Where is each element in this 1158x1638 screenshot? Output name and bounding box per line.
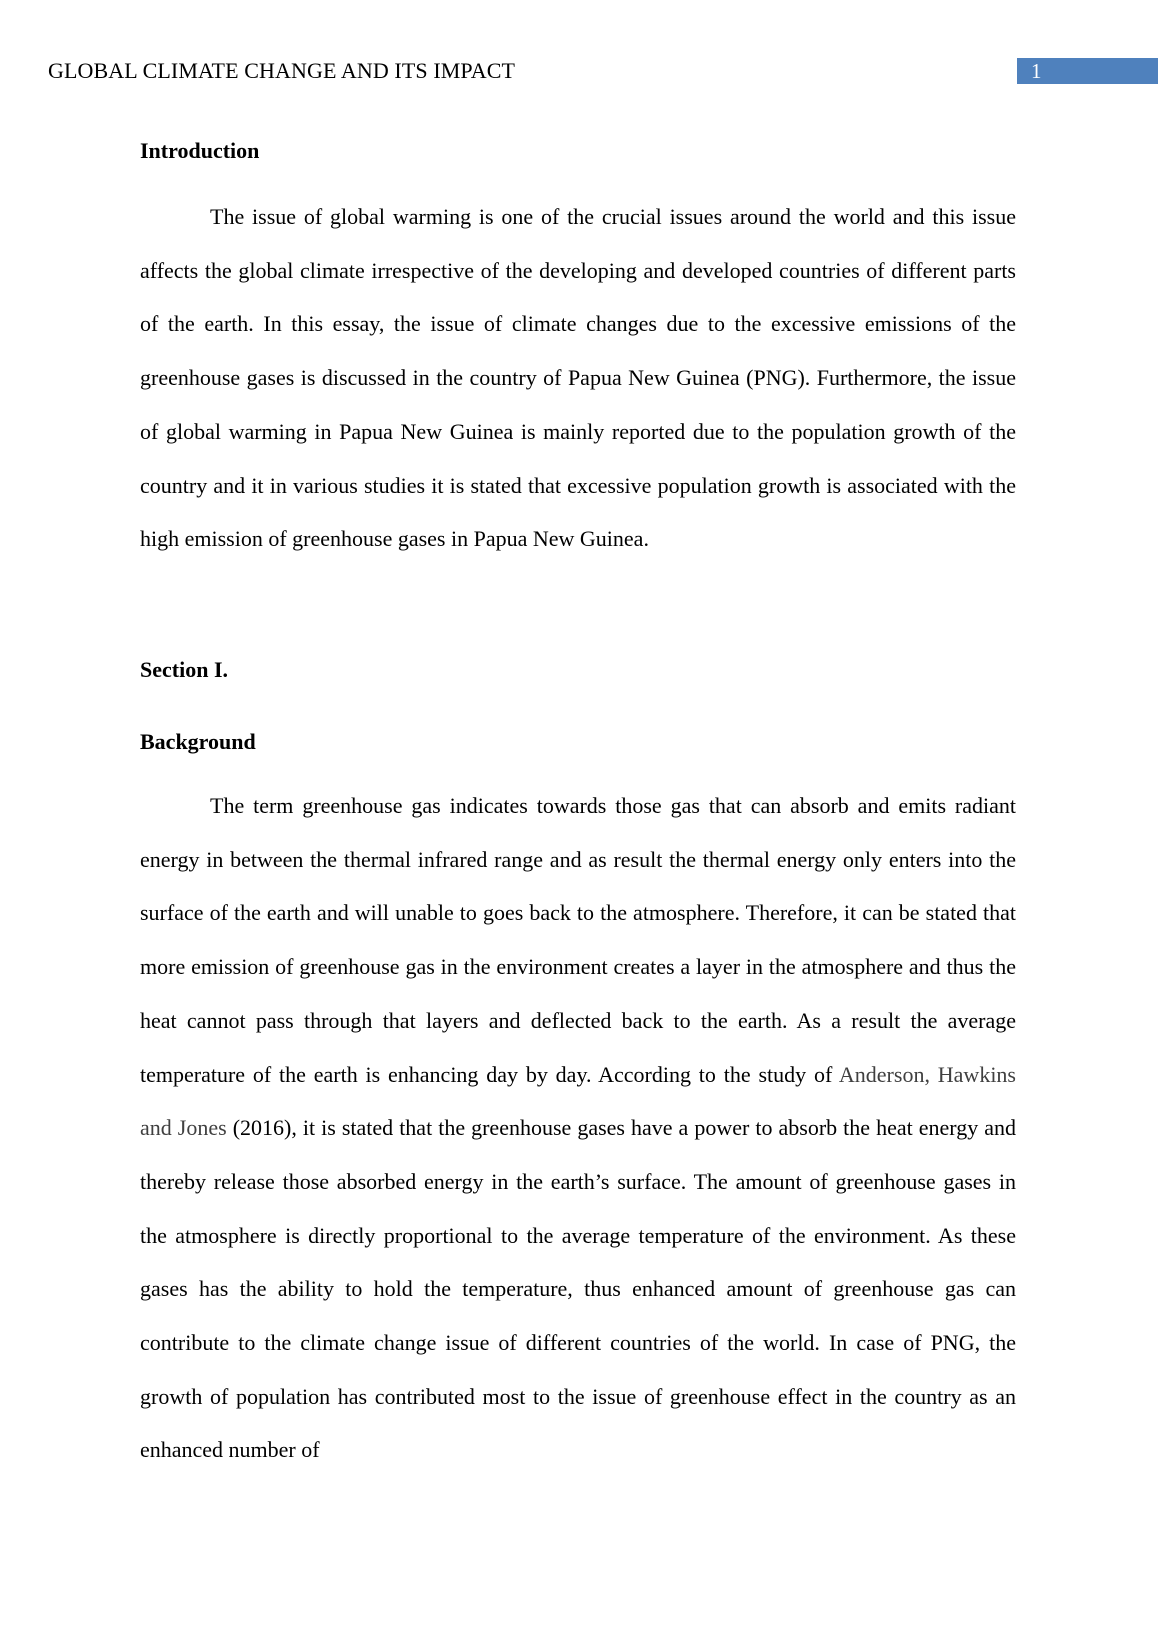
background-text-start: The term greenhouse gas indicates towards those gas that can absorb and emits radiant energy in between the thermal infrared range and as result the thermal energy only enters into the surface of the earth and will unable to goes back to the atmosphere. Therefore, it can be stated that more emission of greenhouse gas in the environment creates a layer in the atmosphere and thus the heat cannot pass through that layers and deflected back to the earth. As a result the average temperature of the earth is enhancing day by day. According to the study of	[140, 793, 1016, 1087]
background-heading: Background	[140, 729, 256, 754]
introduction-heading: Introduction	[140, 138, 260, 163]
introduction-paragraph: The issue of global warming is one of the crucial issues around the world and this issue affects the global climate irrespective of the developing and developed countries of different parts of the earth. In this essay, the issue of climate changes due to the excessive emissions of the greenhouse gases is discussed in the country of Papua New Guinea (PNG). Furthermore, the issue of global warming in Papua New Guinea is mainly reported due to the population growth of the country and it in various studies it is stated that excessive population growth is associated with the high emission of greenhouse gases in Papua New Guinea.	[140, 204, 1016, 552]
page-number: 1	[1031, 59, 1042, 83]
page-number-bar	[1017, 58, 1158, 84]
section-heading: Section I.	[140, 657, 228, 682]
citation-authors: Anderson, Hawkins and Jones	[140, 1061, 1016, 1141]
header-title: GLOBAL CLIMATE CHANGE AND ITS IMPACT	[48, 58, 516, 83]
background-text-end: (2016), it is stated that the greenhouse gases have a power to absorb the heat energy and thereby release those absorbed energy in the earth’s surface. The amount of greenhouse gases in the atmosphere is directly proportional to the average temperature of the environment. As these gases has the ability to hold the temperature, thus enhanced amount of greenhouse gas can contribute to the climate change issue of different countries of the world. In case of PNG, the growth of population has contributed most to the issue of greenhouse effect in the country as an enhanced number of	[140, 1115, 1016, 1463]
background-paragraph	[140, 779, 1016, 1477]
